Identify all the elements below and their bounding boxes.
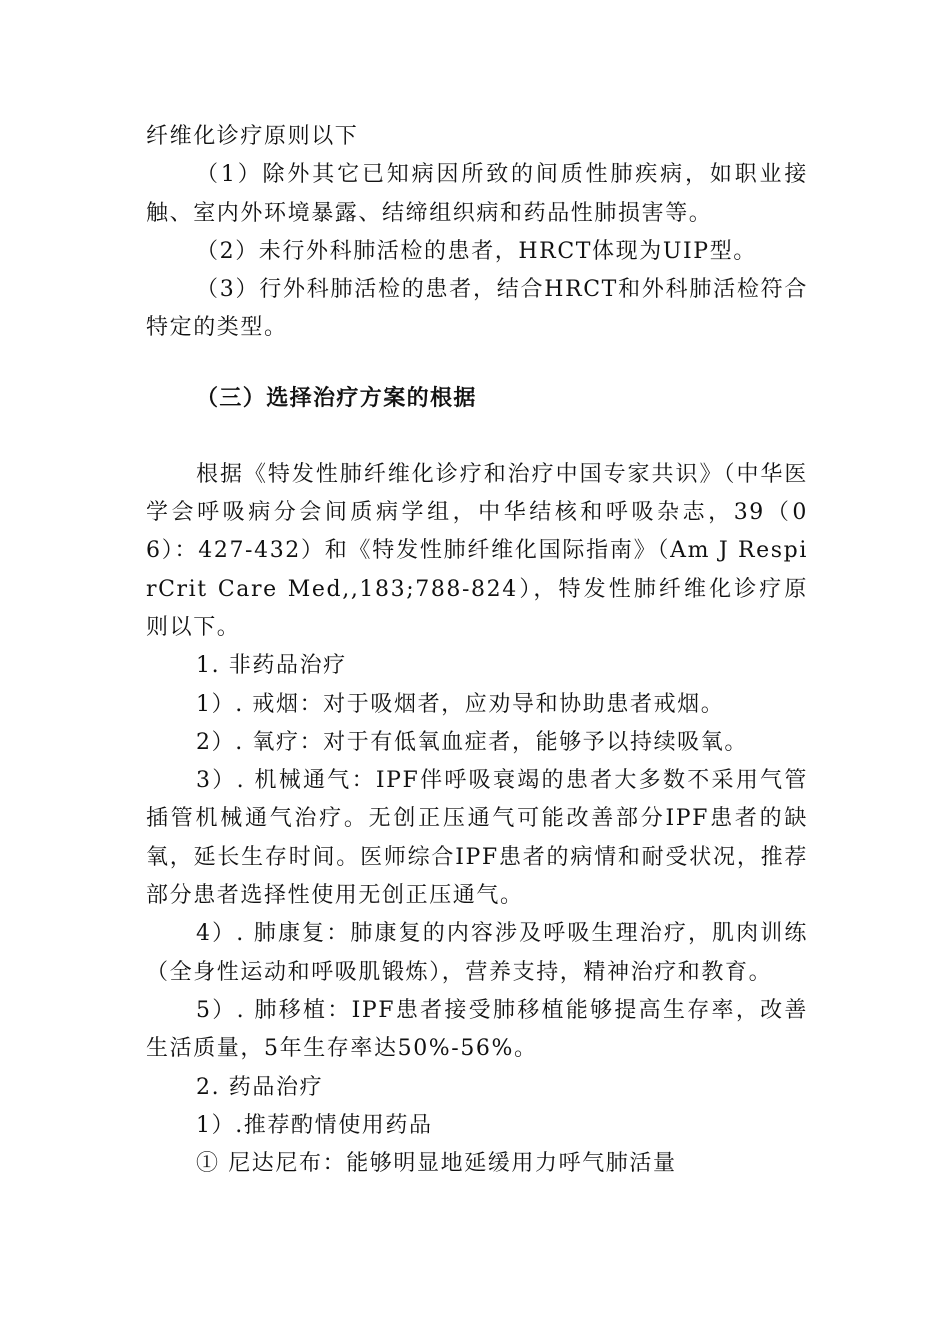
criterion-3: （3）行外科肺活检的患者，结合HRCT和外科肺活检符合特定的类型。 (146, 277, 808, 341)
non-drug-item-5: 5）. 肺移植：IPF患者接受肺移植能够提高生存率，改善生活质量，5年生存率达50%-56%。 (146, 997, 808, 1062)
basis-paragraph: 根据《特发性肺纤维化诊疗和治疗中国专家共识》（中华医学会呼吸病分会间质病学组，中华结核和呼吸杂志，39（06）：427-432）和《特发性肺纤维化国际指南》（Am J RespirCrit Care Med,,183;788-824），特发性肺纤维化诊疗原则以下。 (146, 461, 808, 640)
criterion-2: （2）未行外科肺活检的患者，HRCT体现为UIP型。 (196, 238, 757, 264)
drug-sub-title: 1）.推荐酌情使用药品 (196, 1112, 433, 1138)
non-drug-item-3: 3）. 机械通气：IPF伴呼吸衰竭的患者大多数不采用气管插管机械通气治疗。无创正压通气可能改善部分IPF患者的缺氧，延长生存时间。医师综合IPF患者的病情和耐受状况，推荐部分患者选择性使用无创正压通气。 (146, 768, 808, 909)
non-drug-item-2: 2）. 氧疗：对于有低氧血症者，能够予以持续吸氧。 (196, 729, 748, 755)
non-drug-item-4: 4）. 肺康复：肺康复的内容涉及呼吸生理治疗，肌肉训练（全身性运动和呼吸肌锻炼），营养支持，精神治疗和教育。 (146, 921, 808, 985)
document-body (146, 118, 808, 1183)
spacer (146, 418, 808, 456)
criterion-1: （1）除外其它已知病因所致的间质性肺疾病，如职业接触、室内外环境暴露、结缔组织病和药品性肺损害等。 (146, 162, 808, 226)
non-drug-title: 1. 非药品治疗 (196, 653, 347, 679)
intro-line: 纤维化诊疗原则以下 (146, 124, 359, 149)
drug-title: 2. 药品治疗 (196, 1074, 324, 1100)
drug-item-1: ① 尼达尼布：能够明显地延缓用力呼气肺活量 (196, 1151, 677, 1177)
spacer (146, 348, 808, 380)
section-heading: （三）选择治疗方案的根据 (196, 385, 477, 411)
non-drug-item-1: 1）. 戒烟：对于吸烟者，应劝导和协助患者戒烟。 (196, 691, 725, 717)
